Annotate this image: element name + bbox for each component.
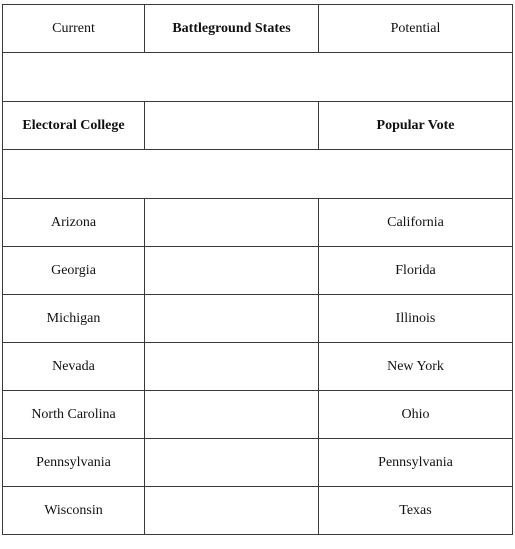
potential-state-cell: Ohio bbox=[319, 391, 513, 439]
current-state-cell: North Carolina bbox=[3, 391, 145, 439]
current-state-cell: Michigan bbox=[3, 295, 145, 343]
table-row bbox=[3, 439, 513, 487]
potential-state-cell: Illinois bbox=[319, 295, 513, 343]
middle-cell bbox=[145, 199, 319, 247]
middle-cell bbox=[145, 391, 319, 439]
header-potential: Potential bbox=[319, 5, 513, 53]
middle-cell bbox=[145, 247, 319, 295]
header-battleground-states: Battleground States bbox=[145, 5, 319, 53]
subheader-electoral-college: Electoral College bbox=[3, 102, 145, 150]
table-row bbox=[3, 343, 513, 391]
potential-state-cell: Florida bbox=[319, 247, 513, 295]
potential-state-cell: California bbox=[319, 199, 513, 247]
current-state-cell: Nevada bbox=[3, 343, 145, 391]
potential-state-cell: Pennsylvania bbox=[319, 439, 513, 487]
potential-state-cell: New York bbox=[319, 343, 513, 391]
current-state-cell: Wisconsin bbox=[3, 487, 145, 535]
table-row bbox=[3, 199, 513, 247]
table-row bbox=[3, 487, 513, 535]
blank-row-1 bbox=[3, 53, 513, 102]
current-state-cell: Georgia bbox=[3, 247, 145, 295]
subheader-popular-vote: Popular Vote bbox=[319, 102, 513, 150]
blank-cell-1 bbox=[3, 53, 513, 102]
middle-cell bbox=[145, 487, 319, 535]
blank-row-2 bbox=[3, 150, 513, 199]
middle-cell bbox=[145, 439, 319, 487]
middle-cell bbox=[145, 295, 319, 343]
blank-cell-2 bbox=[3, 150, 513, 199]
current-state-cell: Pennsylvania bbox=[3, 439, 145, 487]
subheader-middle bbox=[145, 102, 319, 150]
subheader-row bbox=[3, 102, 513, 150]
battleground-states-table bbox=[2, 4, 513, 535]
potential-state-cell: Texas bbox=[319, 487, 513, 535]
table-row bbox=[3, 391, 513, 439]
header-current: Current bbox=[3, 5, 145, 53]
table-row bbox=[3, 247, 513, 295]
current-state-cell: Arizona bbox=[3, 199, 145, 247]
middle-cell bbox=[145, 343, 319, 391]
table-row bbox=[3, 295, 513, 343]
header-row bbox=[3, 5, 513, 53]
